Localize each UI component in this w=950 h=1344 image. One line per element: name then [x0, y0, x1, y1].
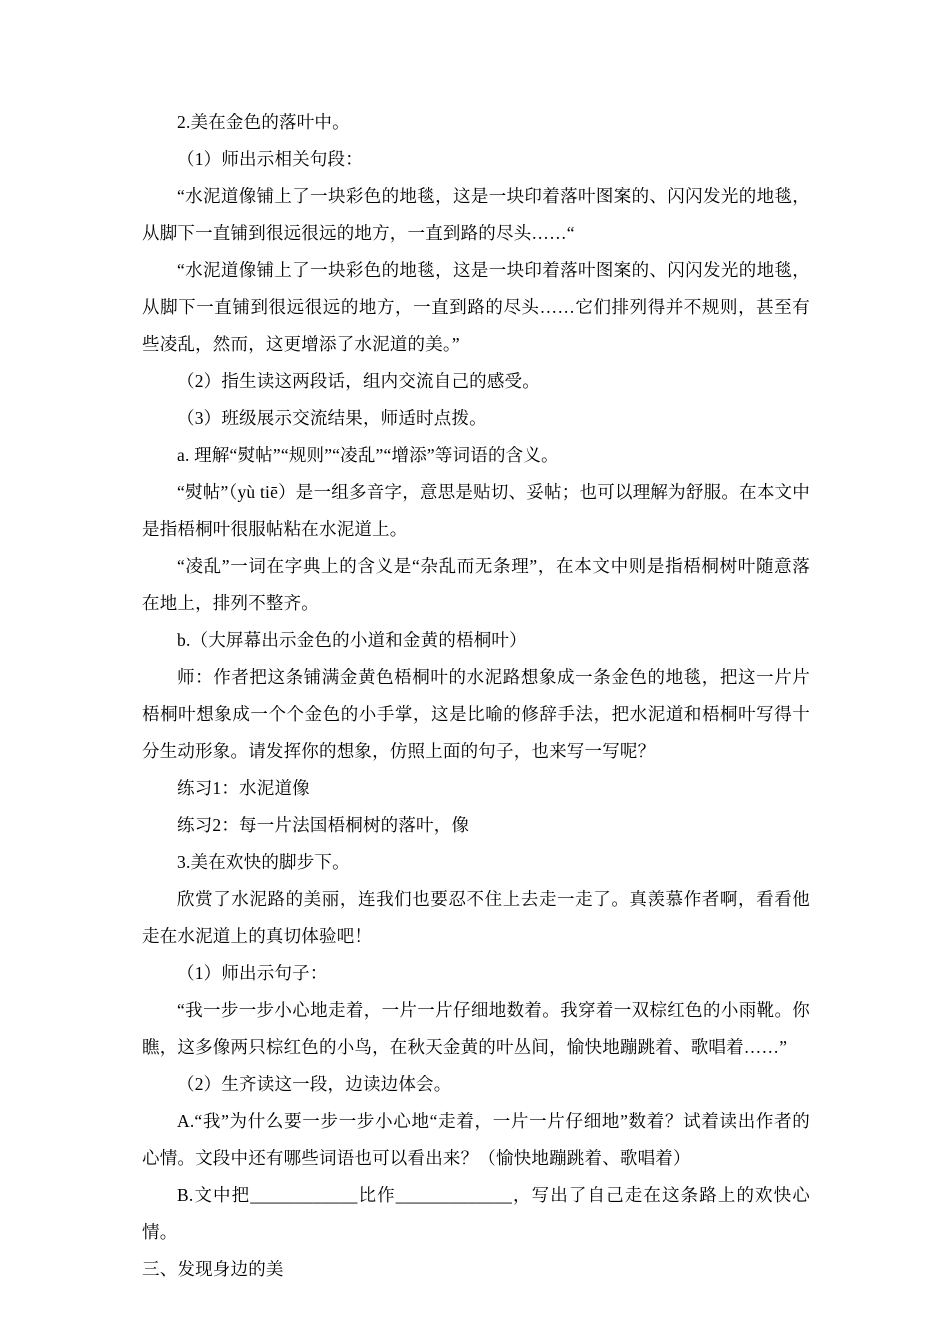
paragraph: 三、发现身边的美: [142, 1259, 284, 1279]
paragraph: 练习2：每一片法国梧桐树的落叶，像: [177, 815, 470, 835]
document-body: [142, 104, 810, 1288]
paragraph: “水泥道像铺上了一块彩色的地毯，这是一块印着落叶图案的、闪闪发光的地毯，从脚下一直铺到很远很远的地方，一直到路的尽头……“: [142, 186, 810, 243]
paragraph: 师：作者把这条铺满金黄色梧桐叶的水泥路想象成一条金色的地毯，把这一片片梧桐叶想象成一个个金色的小手掌，这是比喻的修辞手法，把水泥道和梧桐叶写得十分生动形象。请发挥你的想象，仿照上面的句子，也来写一写呢？: [142, 667, 810, 761]
paragraph: （3）班级展示交流结果，师适时点拨。: [177, 408, 487, 428]
paragraph: （2）生齐读这一段，边读边体会。: [177, 1074, 452, 1094]
paragraph: A.“我”为什么要一步一步小心地“走着，一片一片仔细地”数着？试着读出作者的心情。文段中还有哪些词语也可以看出来？（愉快地蹦跳着、歌唱着）: [142, 1111, 810, 1168]
paragraph: “水泥道像铺上了一块彩色的地毯，这是一块印着落叶图案的、闪闪发光的地毯，从脚下一直铺到很远很远的地方，一直到路的尽头……它们排列得并不规则，甚至有些凌乱，然而，这更增添了水泥道的美。”: [142, 260, 810, 354]
paragraph: b.（大屏幕出示金色的小道和金黄的梧桐叶）: [177, 630, 527, 650]
paragraph: （1）师出示相关句段：: [177, 149, 363, 169]
paragraph: 欣赏了水泥路的美丽，连我们也要忍不住上去走一走了。真羡慕作者啊，看看他走在水泥道上的真切体验吧！: [142, 889, 810, 946]
paragraph: “凌乱”一词在字典上的含义是“杂乱而无条理”，在本文中则是指梧桐树叶随意落在地上，排列不整齐。: [142, 556, 810, 613]
paragraph: a. 理解“熨帖”“规则”“凌乱”“增添”等词语的含义。: [177, 445, 559, 465]
paragraph: （2）指生读这两段话，组内交流自己的感受。: [177, 371, 540, 391]
paragraph: B.文中把____________比作_____________，写出了自己走在这条路上的欢快心情。: [142, 1185, 810, 1242]
paragraph: 练习1：水泥道像: [177, 778, 310, 798]
paragraph: “熨帖”（yù tiē）是一组多音字，意思是贴切、妥帖；也可以理解为舒服。在本文中是指梧桐叶很服帖粘在水泥道上。: [142, 482, 810, 539]
paragraph: 2.美在金色的落叶中。: [177, 112, 350, 132]
paragraph: “我一步一步小心地走着，一片一片仔细地数着。我穿着一双棕红色的小雨靴。你瞧，这多像两只棕红色的小鸟，在秋天金黄的叶丛间，愉快地蹦跳着、歌唱着……”: [142, 1000, 810, 1057]
paragraph: （1）师出示句子：: [177, 963, 328, 983]
paragraph: 3.美在欢快的脚步下。: [177, 852, 350, 872]
